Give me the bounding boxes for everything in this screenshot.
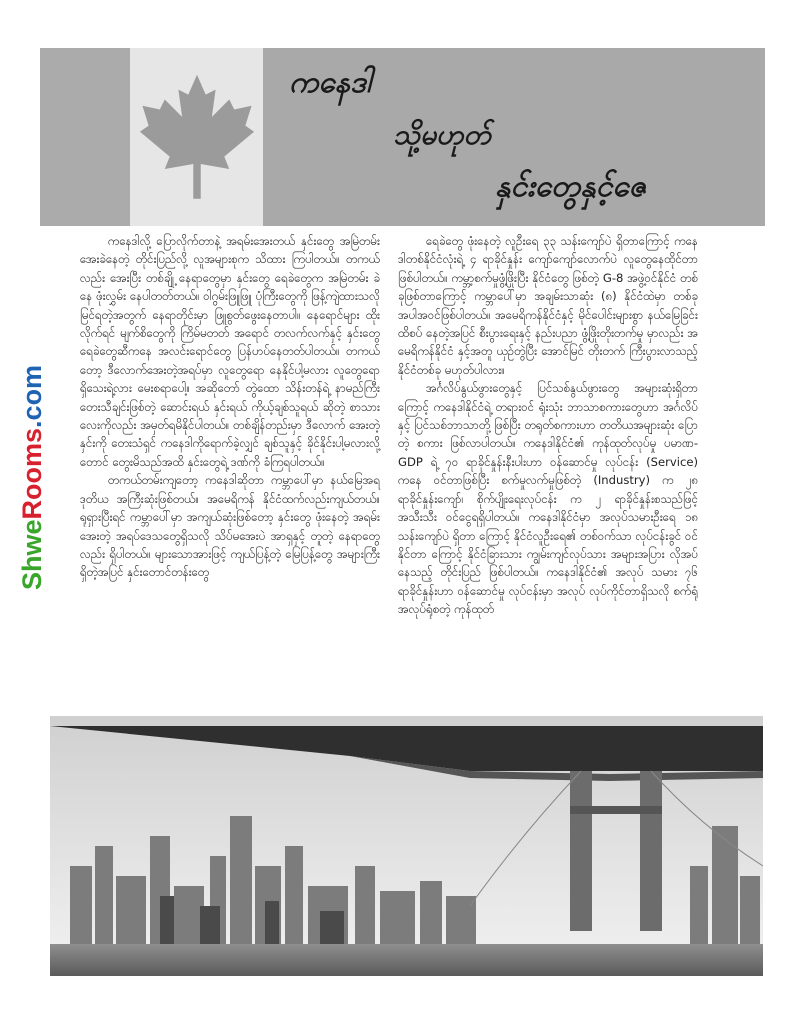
city-bridge-skyline-photo: [50, 716, 763, 976]
paragraph: ကနေဒါလို့ ပြောလိုက်တာနဲ့ အရမ်းအေးတယ် နှင်းတွေ အမြဲတမ်း အေးခဲနေတဲ့ တိုင်းပြည်လို့ လူအများစုက သိထား ကြပါတယ်။ တကယ်လည်း အေးပြီး တစ်ချို့ နေရာတွေမှာ နှင်းတွေ ရေခဲတွေက အမြဲတမ်း ခဲနေ ဖုံးလွှမ်း နေပါတတ်တယ်။ ဝါဂွမ်းဖြူဖြူ ပုံကြီးတွေကို ဖြန့်ကျဲထားသလို မြင်ရတဲ့အတွက် နေရာတိုင်းမှာ ဖြူစွတ်ဖွေးနေတာပါ။ နေရောင်များ ထိုးလိုက်ရင် မျက်စိတွေကို ကြိမ်မတတ် အရောင် တလက်လက်နှင့် နှင်းတွေ ရေခဲတွေဆီကနေ အလင်းရောင်တွေ ပြန်ဟပ်နေတတ်ပါတယ်။ တကယ်တော့ ဒီလောက်အေးတဲ့အရပ်မှာ လူတွေရော နေနိုင်ပါ့မလား လူတွေရော ရှိသေးရဲ့လား မေးစရာပေါ့။ အဆိုတော် တွဲထော သိန်းတန်ရဲ့ နာမည်ကြီး တေးသီချင်းဖြစ်တဲ့ ဆောင်းရယ် နှင်းရယ် ကိုယ့်ချစ်သူရယ် ဆိုတဲ့ စာသားလေးကိုလည်း အမှတ်ရမိနိုင်ပါတယ်။ တစ်ချိန်တည်းမှာ ဒီလောက် အေးတဲ့ နှင်းကို တေးသံရှင် ကနေဒါကိုရောက်ခဲ့လျှင် ချစ်သူနှင့် ခိုင်နိုင်းပါ့မလားလို့တောင် တွေးမိသည်အထိ နှင်းတွေရဲ့ ဒဏ်ကို ခံကြရပါတယ်။: [80, 234, 380, 469]
brand-part-2: Rooms: [17, 427, 47, 520]
article-column-right: [398, 232, 698, 619]
title-line-1: ကနေဒါ: [289, 65, 372, 100]
flag-left-band: [40, 48, 130, 226]
title-line-2: သို့မဟုတ်: [393, 118, 491, 151]
maple-leaf-icon: [135, 68, 259, 208]
paragraph: အင်္ဂလိပ်နွယ်ဖွားတွေနှင့် ပြင်သစ်နွယ်ဖွားတွေ အများဆုံးရှိတာကြောင့် ကနေဒါနိုင်ငံရဲ့ တရားဝင် ရုံးသုံး ဘာသာစကားတွေဟာ အင်္ဂလိပ်နှင့် ပြင်သစ်ဘာသာတို့ ဖြစ်ပြီး တရုတ်စကားဟာ တတိယအများဆုံး ပြောတဲ့ စကား ဖြစ်လာပါတယ်။ ကနေဒါနိုင်ငံ၏ ကုန်ထုတ်လုပ်မှု ပမာဏ- GDP ရဲ့ ၇၀ ရာခိုင်နှုန်းနီးပါးဟာ ဝန်ဆောင်မှု လုပ်ငန်း (Service) ကနေ ဝင်တာဖြစ်ပြီး စက်မှုလက်မှုဖြစ်တဲ့ (Industry) က ၂၈ ရာခိုင်နှုန်းကျော်၊ စိုက်ပျိုးရေးလုပ်ငန်း က ၂ ရာခိုင်နှုန်းစသည်ဖြင့် အသီးသီး ဝင်ငွေရရှိပါတယ်။ ကနေဒါနိုင်ငံမှာ အလုပ်သမားဦးရေ ၁၈ သန်းကျော်ပဲ ရှိတာ ကြောင့် နိုင်ငံလူဦးရေ၏ တစ်ဝက်သာ လုပ်ငန်းခွင် ဝင်နိုင်တာ ကြောင့် နိုင်ငံခြားသား ကျွမ်းကျင်လုပ်သား အများအပြား လိုအပ်နေသည့် တိုင်းပြည် ဖြစ်ပါတယ်။ ကနေဒါနိုင်ငံ၏ အလုပ် သမား ၇၆ ရာခိုင်နှုန်းဟာ ဝန်ဆောင်မှု လုပ်ငန်းမှာ အလုပ် လုပ်ကိုင်တာရှိသလို စက်ရုံ အလုပ်ရုံစတဲ့ ကုန်ထုတ်: [398, 381, 698, 617]
brand-part-1: Shwe: [17, 519, 47, 590]
paragraph: တကယ်တမ်းကျတော့ ကနေဒါဆိုတာ ကမ္ဘာပေါ်မှာ နယ်မြေအရ ဒုတိယ အကြီးဆုံးဖြစ်တယ်။ အမေရိကန် နိုင်ငံထက်လည်းကျယ်တယ်။ ရုရှားပြီးရင် ကမ္ဘာပေါ်မှာ အကျယ်ဆုံးဖြစ်တော့ နှင်းတွေ ဖုံးနေတဲ့ အရမ်းအေးတဲ့ အရပ်ဒေသတွေရှိသလို သိပ်မအေးပဲ အာရှနှင့် တူတဲ့ နေရာတွေလည်း ရှိပါတယ်။ များသောအားဖြင့် ကျယ်ပြန့်တဲ့ မြေပြန့်တွေ အများကြီးရှိတဲ့အပြင် နှင်းတောင်တန်းတွေ: [80, 473, 380, 580]
side-brand-logo: [12, 340, 52, 590]
page-title: [275, 56, 755, 221]
title-line-3: နှင်းတွေနှင့်ဇေ: [495, 169, 647, 204]
article-column-left: [80, 232, 380, 582]
brand-part-3: .com: [17, 364, 47, 428]
paragraph: ရေခဲတွေ ဖုံးနေတဲ့ လူဦးရေ ၃၃ သန်းကျော်ပဲ ရှိတာကြောင့် ကနေဒါတစ်နိုင်ငံလုံးရဲ့ ၄ ရာခိုင်နှုန်း ကျော်ကျော်လောက်ပဲ လူတွေနေထိုင်တာဖြစ်ပါတယ်။ ကမ္ဘာ့စက်မှုဖွံ့ဖြိုးပြီး နိုင်ငံတွေ ဖြစ်တဲ့ G-8 အဖွဲ့ဝင်နိုင်ငံ တစ်ခုဖြစ်တာကြောင့် ကမ္ဘာပေါ်မှာ အချမ်းသာဆုံး (၈) နိုင်ငံထဲမှာ တစ်ခု အပါအဝင်ဖြစ်ပါတယ်။ အမေရိကန်နိုင်ငံနှင့် မိုင်ပေါင်းများစွာ နယ်မြေခြင်း ထိစပ် နေတဲ့အပြင် စီးပွားရေးနှင့် နည်းပညာ ဖွံ့ဖြိုးတိုးတက်မှု မှာလည်း အမေရိကန်နိုင်ငံ နှင့်အတူ ယှဉ်တွဲပြီး အောင်မြင် တိုးတက် ကြီးပွားလာသည့်နိုင်ငံတစ်ခု မဟုတ်ပါလား။: [398, 234, 698, 377]
